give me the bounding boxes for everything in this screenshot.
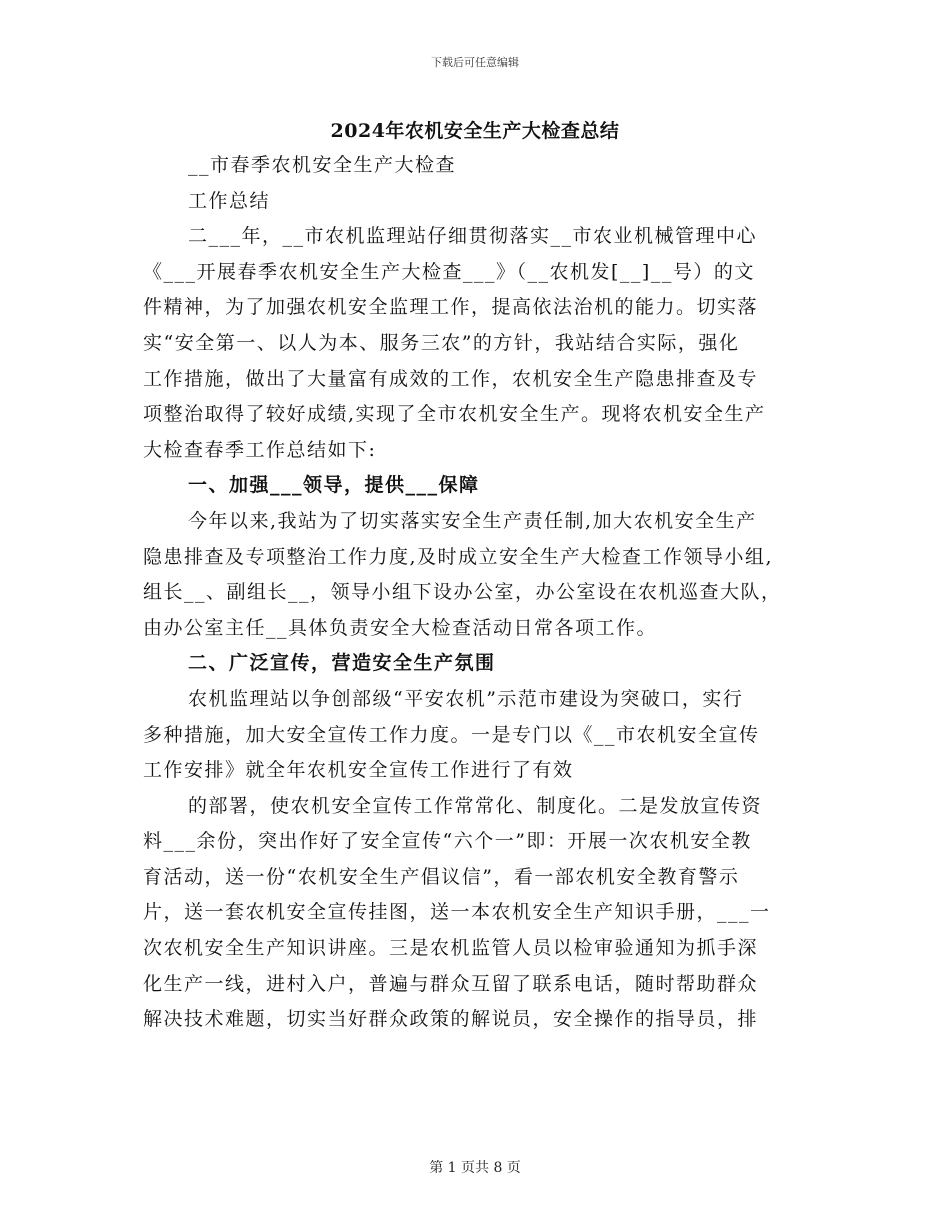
body-line: 工作措施，做出了大量富有成效的工作，农机安全生产隐患排查及专 bbox=[143, 367, 759, 390]
body-line: 工作总结 bbox=[188, 189, 271, 212]
body-line: 大检查春季工作总结如下: bbox=[143, 438, 377, 461]
body-line: 实“安全第一、以人为本、服务三农”的方针，我站结合实际，强化 bbox=[143, 331, 740, 354]
body-line: 二___年，__市农机监理站仔细贯彻落实__市农业机械管理中心 bbox=[188, 225, 758, 248]
body-line: 《___开展春季农机安全生产大检查___》（__农机发[__]__号）的文 bbox=[143, 260, 755, 283]
body-line: 组长__、副组长__，领导小组下设办公室，办公室设在农机巡查大队， bbox=[143, 581, 782, 604]
body-line: 农机监理站以争创部级“平安农机”示范市建设为突破口，实行 bbox=[188, 687, 744, 710]
body-line: 由办公室主任__具体负责安全大检查活动日常各项工作。 bbox=[143, 616, 658, 639]
body-line: 化生产一线，进村入户，普遍与群众互留了联系电话，随时帮助群众 bbox=[143, 972, 759, 995]
section-heading-1: 一、加强___领导，提供___保障 bbox=[188, 474, 480, 497]
body-line: 次农机安全生产知识讲座。三是农机监管人员以检审验通知为抓手深 bbox=[143, 937, 759, 960]
section-heading-2: 二、广泛宣传，营造安全生产氛围 bbox=[188, 652, 496, 675]
body-line: __市春季农机安全生产大检查 bbox=[188, 154, 457, 176]
body-line: 解决技术难题，切实当好群众政策的解说员，安全操作的指导员，排 bbox=[143, 1008, 759, 1031]
header-note: 下载后可任意编辑 bbox=[431, 56, 519, 69]
body-line: 今年以来,我站为了切实落实安全生产责任制,加大农机安全生产 bbox=[188, 509, 757, 532]
document-title: 2024年农机安全生产大检查总结 bbox=[330, 120, 620, 142]
body-line: 料___余份，突出作好了安全宣传“六个一”即：开展一次农机安全教 bbox=[143, 830, 752, 853]
body-line: 多种措施，加大安全宣传工作力度。一是专门以《__市农机安全宣传 bbox=[143, 723, 760, 746]
document-body bbox=[143, 148, 803, 1038]
body-line: 片，送一套农机安全宣传挂图，送一本农机安全生产知识手册，___一 bbox=[143, 901, 771, 924]
body-line: 的部署，使农机安全宣传工作常常化、制度化。二是发放宣传资 bbox=[188, 794, 763, 817]
body-line: 隐患排查及专项整治工作力度,及时成立安全生产大检查工作领导小组, bbox=[143, 545, 774, 568]
body-line: 项整治取得了较好成绩,实现了全市农机安全生产。现将农机安全生产 bbox=[143, 403, 766, 426]
body-line: 件精神，为了加强农机安全监理工作，提高依法治机的能力。切实落 bbox=[143, 296, 759, 319]
body-line: 育活动，送一份“农机安全生产倡议信”，看一部农机安全教育警示 bbox=[143, 865, 740, 888]
body-line: 工作安排》就全年农机安全宣传工作进行了有效 bbox=[143, 759, 574, 782]
page-footer: 第 1 页共 8 页 bbox=[429, 1160, 521, 1176]
